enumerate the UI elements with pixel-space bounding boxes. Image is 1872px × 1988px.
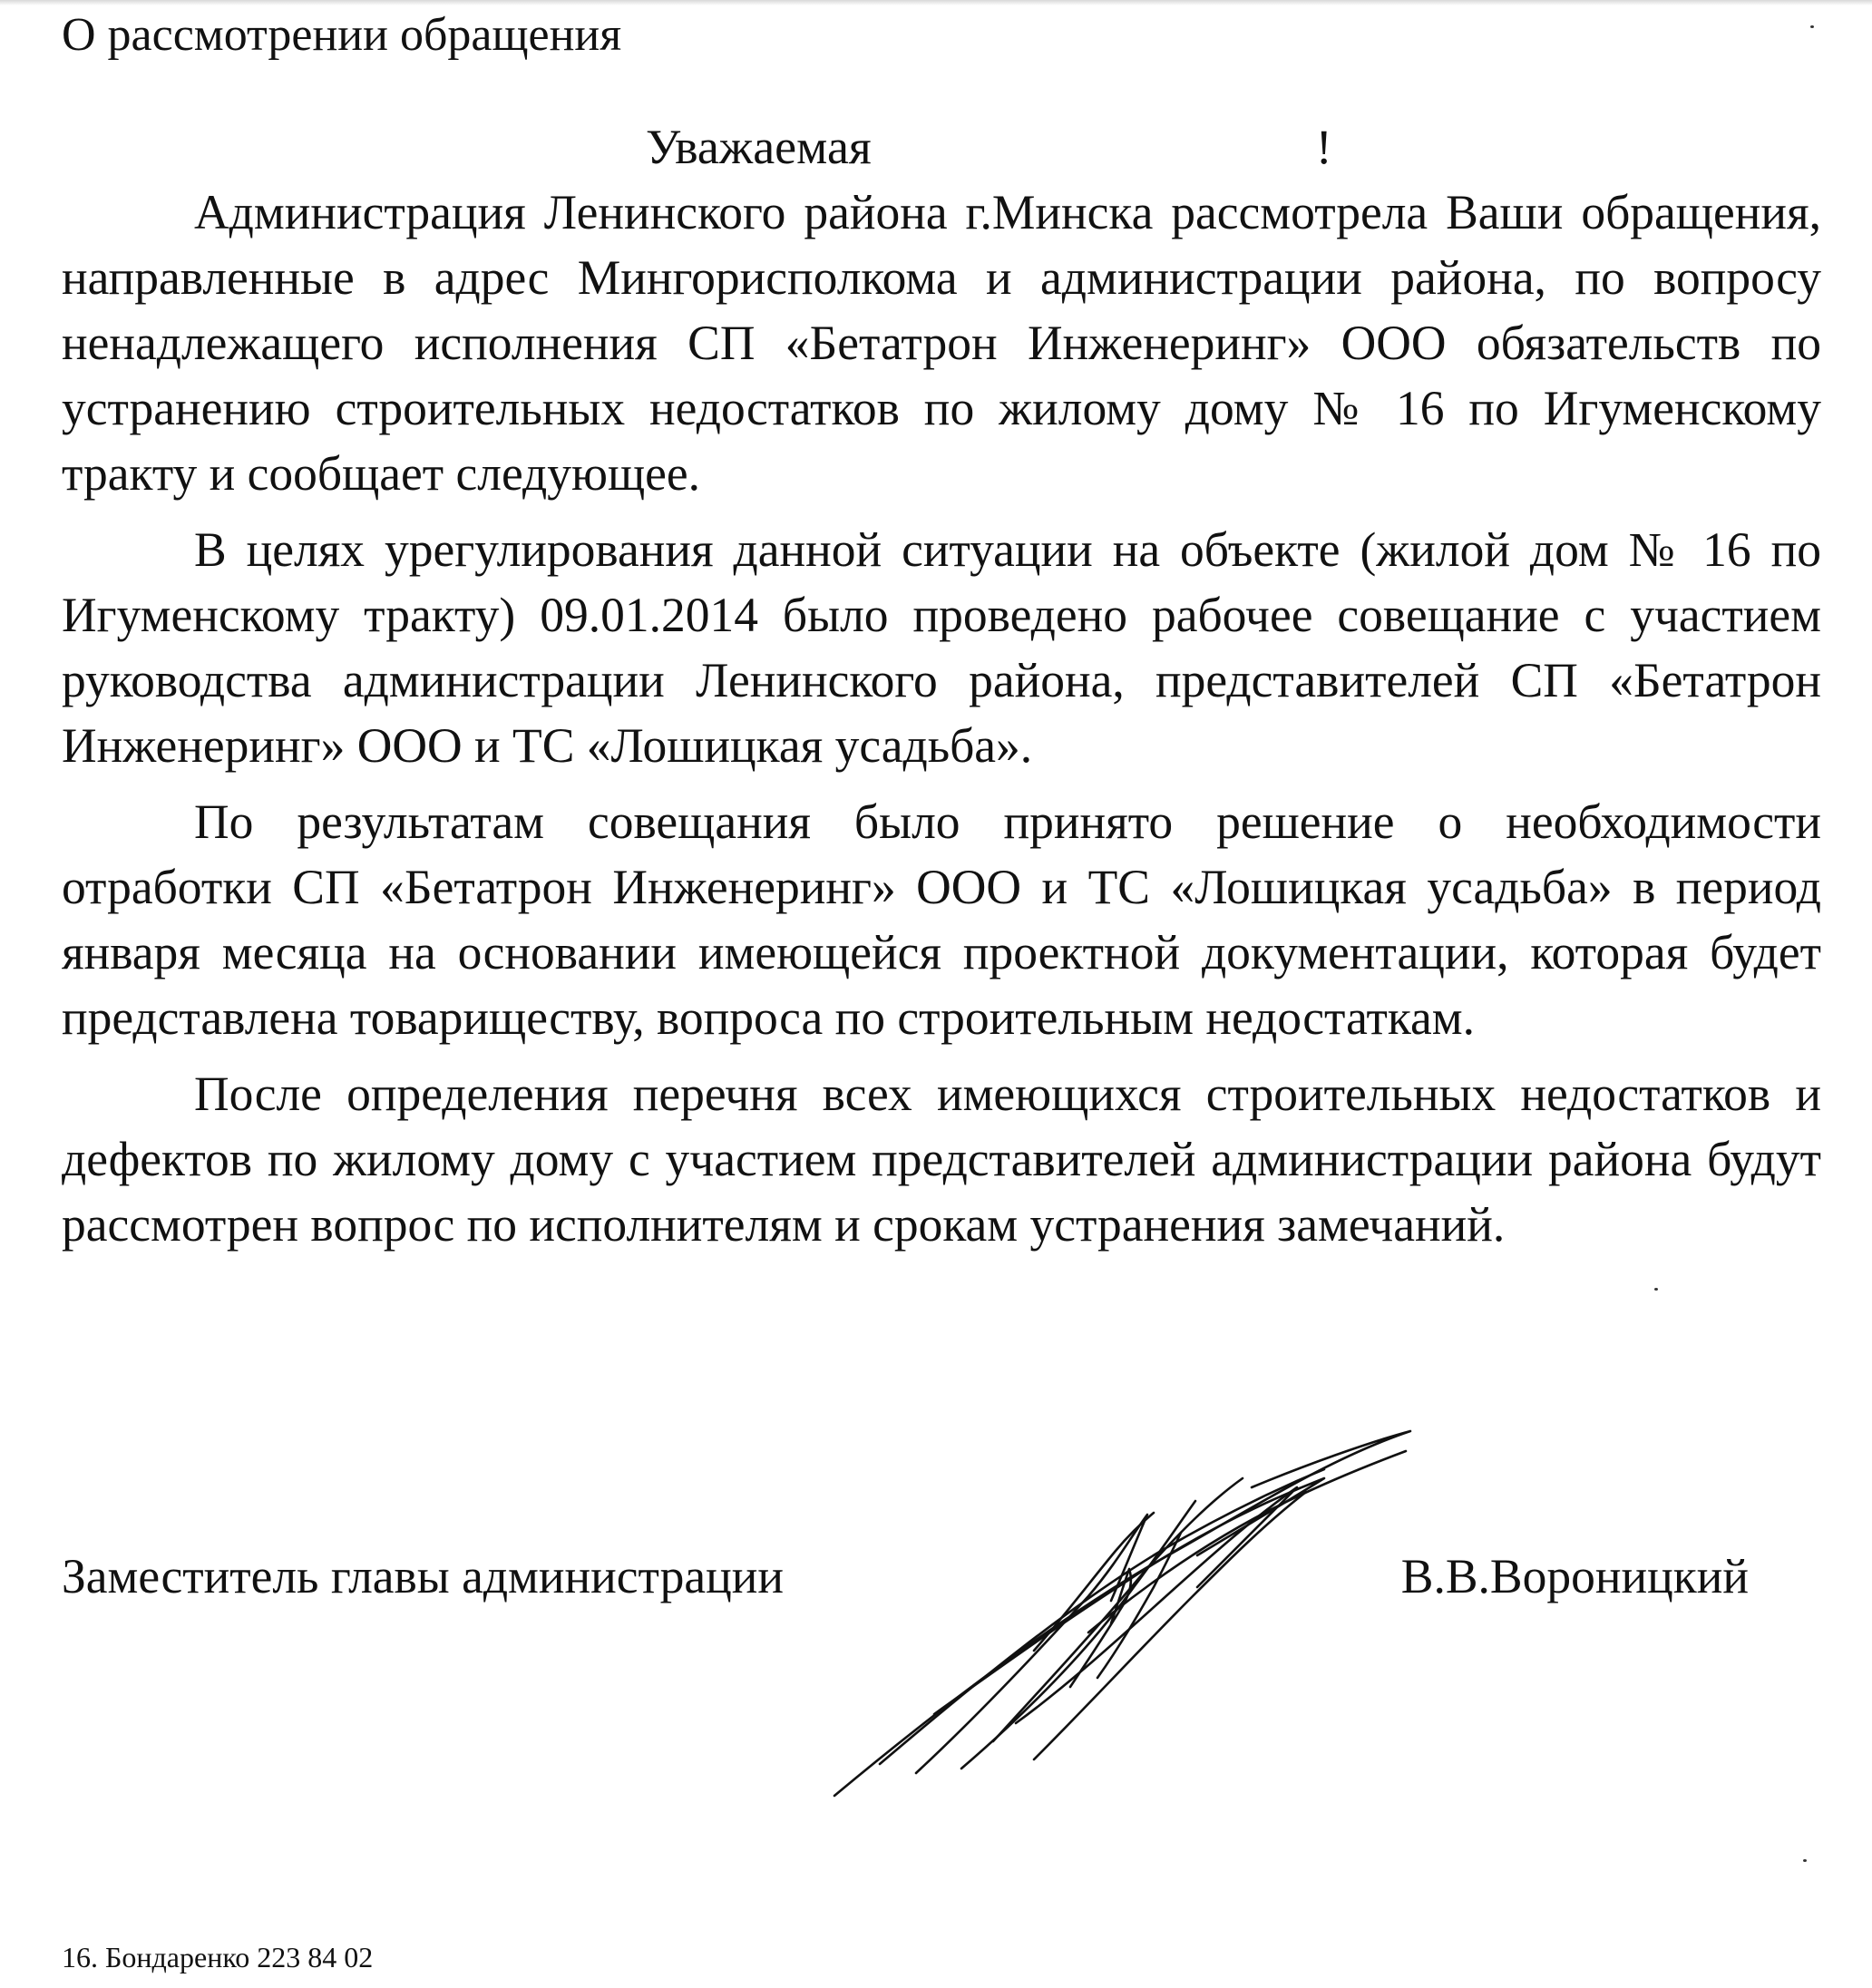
scan-speck — [1654, 1288, 1658, 1291]
scan-speck — [1810, 25, 1814, 28]
footer-note: 16. Бондаренко 223 84 02 — [62, 1941, 374, 1973]
letter-body — [62, 180, 1821, 1257]
salutation-closing-mark: ! — [1315, 120, 1332, 174]
signer-name: В.В.Вороницкий — [1400, 1549, 1749, 1603]
body-paragraph-4: После определения перечня всех имеющихся строительных недостатков и дефектов по жилому дому с участием представителей администрации района будут рассмотрен вопрос по исполнителям и срокам устранения замечаний. — [62, 1067, 1821, 1252]
salutation — [646, 114, 1332, 180]
signer-position: Заместитель главы администрации — [62, 1549, 784, 1603]
body-paragraph-1: Администрация Ленинского района г.Минска рассмотрела Ваши обращения, направленные в адрес Мингорисполкома и администрации района, по вопросу ненадлежащего исполнения СП «Бетатрон Инженеринг» ООО обязательств по устранению строительных недостатков по жилому дому № 16 по Игуменскому тракту и сообщает следующее. — [62, 185, 1821, 501]
body-paragraph-3: По результатам совещания было принято решение о необходимости отработки СП «Бетатрон Инженеринг» ООО и ТС «Лошицкая усадьба» в период января месяца на основании имеющейся проектной документации, которая будет представлена товариществу, вопроса по строительным недостаткам. — [62, 794, 1821, 1045]
body-paragraph-2: В целях урегулирования данной ситуации на объекте (жилой дом № 16 по Игуменскому тракту) 09.01.2014 было проведено рабочее совещание с участием руководства администрации Ленинского района, представителей СП «Бетатрон Инженеринг» ООО и ТС «Лошицкая усадьба». — [62, 522, 1821, 773]
salutation-greeting: Уважаемая — [646, 120, 872, 174]
handwritten-signature — [816, 1415, 1433, 1823]
scan-speck — [1803, 1859, 1807, 1862]
letter-subject: О рассмотрении обращения — [62, 9, 622, 61]
